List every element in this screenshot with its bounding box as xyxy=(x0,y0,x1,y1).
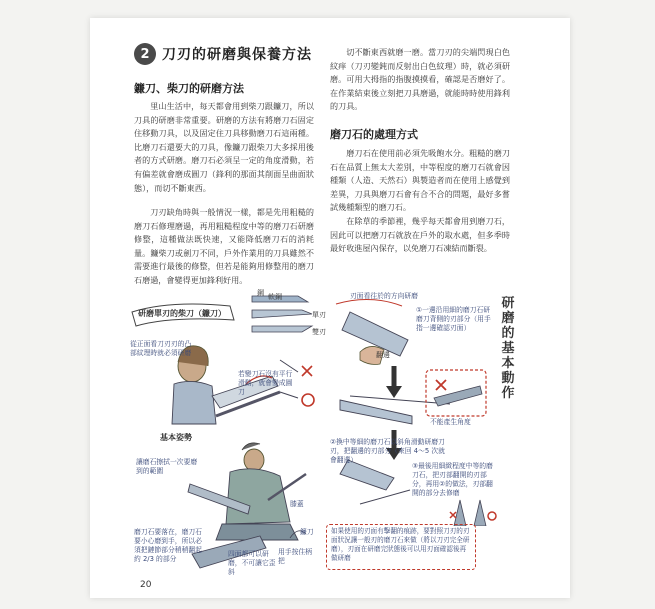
note-parallel-angle: 若變刀石沒有平行滑動，就會變成圓刀 xyxy=(238,370,293,396)
vtitle-char-4: 基 xyxy=(501,341,515,356)
label-no-angle: 不能產生角度 xyxy=(430,418,471,426)
banner-label: 研磨單刃的柴刀（鐮刀） xyxy=(138,309,226,318)
section-number-badge: 2 xyxy=(134,43,156,65)
paragraph-left-2: 刀刃缺角時與一般情況一樣，都是先用粗糙的磨刀石修理磨過，再用粗糙程度中等的磨刀石研磨修整，這種做法既快速，又能降低磨刀石的消耗量。鐮柴刀或劍刀不同，戶外作業用的刀具雖然不需要進行最後的修整，但若是能夠用修整用的磨刀石磨過，會變得更加鋒利好用。 xyxy=(134,207,314,285)
label-curl: 翻邊 xyxy=(376,351,390,359)
vtitle-char-2: 磨 xyxy=(501,311,515,326)
vtitle-char-3: 的 xyxy=(501,326,515,341)
note-check-edge: 從正面看刀刃刃的凸部紋理時就必須研磨 xyxy=(130,340,192,357)
note-sickle: 鐮刀 xyxy=(300,528,314,536)
vtitle-char-5: 本 xyxy=(501,356,515,371)
heading-sickle-sharpening: 鐮刀、柴刀的研磨方法 xyxy=(134,82,244,95)
page-number: 20 xyxy=(140,580,152,590)
step-2-note: ②換中等細的磨刀石以斜角滑動研磨刀刃，把翻邊的刃部分（來回 4～5 次就會翻邊） xyxy=(330,438,445,464)
label-grind-direction: 刃面看往於的方向研磨 xyxy=(350,292,418,300)
paragraph-right-3: 在除草的季節裡，幾乎每天都會用到磨刀石，因此可以把磨刀石就放在戶外的取水處，但多季時最好收進屋內保存，以免磨刀石凍結而斷裂。 xyxy=(330,216,510,254)
note-hold-handle: 用手按住柄把 xyxy=(278,548,312,565)
paragraph-right-2: 磨刀石在使用前必須先吸飽水分。粗糙的磨刀石在品質上無太大差別，中等程度的磨刀石就會因種類（人造、天然石）與製造者而在使用上感覺到差異，刀具與磨刀石會有合不合的問題，最好多嘗試幾種類型的磨刀石。 xyxy=(330,148,510,213)
heading-whetstone-care: 磨刀石的處理方式 xyxy=(330,128,418,141)
label-double-edge: 雙刃 xyxy=(312,328,326,336)
tip-box: 如果使用的刃面有擊翻的痕跡，要對照刀刃的刃面狀況讓一般刃的磨刀石來做（將以刀刃完全研磨），刃面在研磨完狀態後可以用刃面確認後再做研磨 xyxy=(326,524,476,570)
basic-motion-vertical-title xyxy=(497,296,519,401)
step-3-note: ③最後用細緻程度中等的磨刀石，把刃部翻開的刃部分，再用②的做法，刃部翻開的部分去修磨 xyxy=(412,462,493,497)
vtitle-char-1: 研 xyxy=(501,296,515,311)
section-title xyxy=(134,42,312,66)
label-single-edge: 單刃 xyxy=(312,311,326,319)
vtitle-char-7: 作 xyxy=(501,386,515,401)
vtitle-char-6: 動 xyxy=(501,371,515,386)
blade-label-steel: 鋼 xyxy=(257,289,264,297)
label-basic-posture: 基本姿勢 xyxy=(160,433,192,442)
step-1-note: ①一邊沿用細的磨刀石研磨刀背側的刃部分（用手指一邊確認刃面） xyxy=(416,306,491,332)
note-whetstone-caution: 磨刀石要落在，磨刀石要小心磨到手，所以必須把鏈節部分稍稍翻起約 2/3 的部分 xyxy=(134,528,202,563)
note-knee: 膝蓋 xyxy=(290,500,304,508)
note-four-sides: 四面都可以研磨，不可讓它歪斜 xyxy=(228,550,276,576)
section-title-text: 刀刃的研磨與保養方法 xyxy=(162,47,312,63)
paragraph-right-1: 切不斷東西就磨一磨。當刀刃的尖端閃現白色紋痒（刀刃變鈍而反射出白色紋理）時，就必須研磨。可用大拇指的指腹摸摸看，確認是否磨好了。在作業結束後立刻把刀具磨過，就能時時使用鋒利的刀具。 xyxy=(330,47,510,112)
blade-label-soft-steel: 軟鋼 xyxy=(268,293,282,301)
paragraph-left-1: 里山生活中，每天都會用到柴刀跟鐮刀，所以刀具的研磨非常重要。研磨的方法有將磨刀石固定住移動刀具，以及固定住刀具移動磨刀石這兩種。比磨刀石還要大的刀具，像鐮刀跟柴刀大多採用後者的方式研磨。磨刀石必須呈一定的角度滑動，若有偏差就會磨成圓刀（鋒利的那面其削面呈曲面狀態），而切不斷東西。 xyxy=(134,101,314,193)
note-wipe-range: 讓磨石擦拭一次要磨到的範圍 xyxy=(136,458,198,475)
